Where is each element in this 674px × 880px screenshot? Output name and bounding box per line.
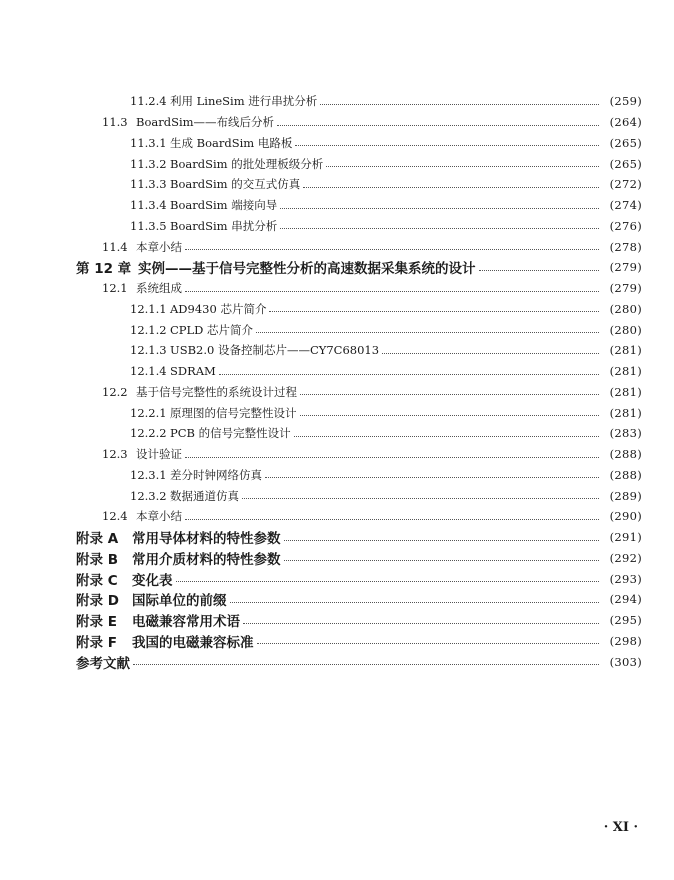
toc-entry-title: 基于信号完整性的系统设计过程 <box>136 384 297 399</box>
page-number: · XI · <box>603 820 638 835</box>
toc-entry-number: 附录 A <box>76 531 119 548</box>
dot-leader <box>303 187 599 188</box>
toc-entry-page: (289) <box>609 488 642 503</box>
toc-entry-title: 生成 BoardSim 电路板 <box>170 135 293 150</box>
toc-entry-label <box>130 156 323 172</box>
toc-entry-label <box>102 280 182 296</box>
toc-entry-page: (298) <box>609 633 642 648</box>
toc-entry <box>0 548 674 569</box>
toc-entry-number: 11.3 <box>102 115 128 130</box>
toc-entry-page: (295) <box>609 613 642 628</box>
toc-entry <box>0 195 674 216</box>
toc-entry-title: BoardSim 串扰分析 <box>170 218 278 233</box>
toc-entry-number: 12.2.1 <box>130 405 167 420</box>
toc-entry <box>0 631 674 652</box>
toc-entry-label <box>76 631 254 651</box>
table-of-contents <box>0 91 674 672</box>
toc-entry-page: (279) <box>609 281 642 296</box>
dot-leader <box>185 457 599 458</box>
toc-entry-title: 利用 LineSim 进行串扰分析 <box>170 94 318 109</box>
toc-entry-number: 11.4 <box>102 239 128 254</box>
toc-entry <box>0 153 674 174</box>
toc-entry <box>0 299 674 320</box>
toc-entry-title: CPLD 芯片简介 <box>170 322 254 337</box>
toc-entry-title: 电磁兼容常用术语 <box>132 614 240 631</box>
toc-entry-label <box>130 364 216 378</box>
dot-leader <box>242 498 599 499</box>
toc-entry <box>0 91 674 112</box>
toc-entry-page: (290) <box>609 509 642 524</box>
toc-entry-label <box>102 508 182 524</box>
toc-entry-page: (281) <box>609 384 642 399</box>
toc-entry-title: BoardSim 的批处理板级分析 <box>170 156 324 171</box>
toc-entry-label <box>76 569 173 589</box>
toc-entry-page: (276) <box>609 218 642 233</box>
dot-leader <box>320 104 599 105</box>
dot-leader <box>219 374 599 375</box>
toc-entry-number: 12.1 <box>102 281 128 296</box>
toc-entry-page: (294) <box>609 592 642 607</box>
toc-entry-number: 11.3.3 <box>130 177 167 192</box>
toc-entry-number: 12.3.2 <box>130 488 167 503</box>
toc-entry <box>0 319 674 340</box>
dot-leader <box>479 270 600 271</box>
dot-leader <box>277 125 599 126</box>
toc-entry-title: USB2.0 设备控制芯片——CY7C68013 <box>170 343 380 358</box>
toc-entry-number: 12.2 <box>102 384 128 399</box>
toc-entry-label <box>102 114 274 130</box>
toc-entry-number: 附录 D <box>76 593 119 610</box>
toc-entry-title: 常用介质材料的特性参数 <box>132 551 281 568</box>
toc-entry-title: 本章小结 <box>136 509 182 524</box>
toc-entry-page: (291) <box>609 530 642 545</box>
dot-leader <box>295 145 599 146</box>
toc-entry-page: (283) <box>609 426 642 441</box>
toc-entry-page: (259) <box>609 94 642 109</box>
toc-entry-label <box>102 384 297 400</box>
toc-entry-label <box>130 467 262 483</box>
dot-leader <box>265 477 599 478</box>
toc-entry-label <box>130 176 300 192</box>
toc-entry <box>0 651 674 672</box>
toc-entry <box>0 257 674 278</box>
toc-entry-number: 附录 E <box>76 614 117 631</box>
dot-leader <box>300 415 600 416</box>
toc-entry-number: 12.3 <box>102 447 128 462</box>
toc-entry-number: 12.3.1 <box>130 467 167 482</box>
toc-entry-page: (274) <box>609 198 642 213</box>
toc-entry-page: (264) <box>609 115 642 130</box>
toc-entry-label <box>130 342 379 358</box>
dot-leader <box>133 664 599 665</box>
toc-entry-number: 11.3.1 <box>130 135 167 150</box>
toc-entry-label <box>76 548 281 568</box>
toc-entry-label <box>102 446 182 462</box>
toc-entry-title: 原理图的信号完整性设计 <box>170 405 297 420</box>
toc-entry-label <box>130 425 291 441</box>
toc-entry <box>0 112 674 133</box>
toc-entry-page: (280) <box>609 322 642 337</box>
toc-entry <box>0 485 674 506</box>
toc-entry-number: 第 12 章 <box>76 261 132 278</box>
toc-entry <box>0 382 674 403</box>
toc-entry-title: 本章小结 <box>136 239 182 254</box>
toc-entry-label <box>130 197 277 213</box>
dot-leader <box>280 208 599 209</box>
toc-entry-title: SDRAM <box>170 364 216 379</box>
toc-entry-title: AD9430 芯片简介 <box>170 301 267 316</box>
toc-entry-label <box>130 135 292 151</box>
toc-entry <box>0 361 674 382</box>
toc-entry-title: 国际单位的前缀 <box>132 593 227 610</box>
toc-entry-label <box>130 405 297 421</box>
toc-entry-number: 12.1.4 <box>130 364 167 379</box>
toc-entry-label <box>76 527 281 547</box>
toc-entry <box>0 402 674 423</box>
toc-entry-title: BoardSim——布线后分析 <box>136 115 275 130</box>
toc-entry-label <box>76 652 130 672</box>
toc-entry-page: (265) <box>609 156 642 171</box>
toc-entry-number: 12.1.1 <box>130 301 167 316</box>
dot-leader <box>185 519 599 520</box>
toc-entry-title: 数据通道仿真 <box>170 488 239 503</box>
toc-entry-number: 12.4 <box>102 509 128 524</box>
dot-leader <box>185 249 599 250</box>
toc-entry-page: (303) <box>609 654 642 669</box>
dot-leader <box>326 166 599 167</box>
dot-leader <box>280 228 599 229</box>
toc-entry-title: 设计验证 <box>136 447 182 462</box>
toc-entry-title: 我国的电磁兼容标准 <box>132 634 254 651</box>
toc-entry-page: (281) <box>609 343 642 358</box>
dot-leader <box>243 623 599 624</box>
toc-entry-label <box>130 301 266 317</box>
dot-leader <box>269 311 599 312</box>
toc-entry-page: (293) <box>609 571 642 586</box>
toc-entry-label <box>76 257 476 277</box>
toc-entry-number: 11.3.2 <box>130 156 167 171</box>
toc-entry <box>0 589 674 610</box>
toc-entry <box>0 340 674 361</box>
toc-entry-page: (281) <box>609 405 642 420</box>
toc-entry-title: 变化表 <box>132 572 173 589</box>
dot-leader <box>230 602 600 603</box>
dot-leader <box>284 560 600 561</box>
toc-entry <box>0 278 674 299</box>
dot-leader <box>382 353 599 354</box>
toc-entry-page: (272) <box>609 177 642 192</box>
toc-entry-page: (288) <box>609 447 642 462</box>
toc-entry-title: 实例——基于信号完整性分析的高速数据采集系统的设计 <box>138 261 476 278</box>
toc-entry-number: 附录 F <box>76 634 117 651</box>
dot-leader <box>176 581 600 582</box>
toc-entry-label <box>76 610 240 630</box>
toc-entry-page: (288) <box>609 467 642 482</box>
toc-entry <box>0 465 674 486</box>
toc-entry <box>0 506 674 527</box>
toc-entry-title: 参考文献 <box>76 655 130 672</box>
toc-entry-number: 12.2.2 <box>130 426 167 441</box>
toc-entry-label <box>130 322 253 338</box>
toc-entry <box>0 174 674 195</box>
toc-entry <box>0 568 674 589</box>
toc-entry-number: 11.3.4 <box>130 198 167 213</box>
dot-leader <box>294 436 599 437</box>
toc-entry-page: (279) <box>609 260 642 275</box>
toc-entry <box>0 236 674 257</box>
toc-entry-number: 11.3.5 <box>130 218 167 233</box>
dot-leader <box>300 394 599 395</box>
toc-entry-label <box>102 239 182 255</box>
toc-entry-number: 11.2.4 <box>130 94 167 109</box>
toc-entry <box>0 133 674 154</box>
toc-entry-number: 附录 B <box>76 551 118 568</box>
toc-entry-title: BoardSim 的交互式仿真 <box>170 177 301 192</box>
toc-entry-number: 12.1.3 <box>130 343 167 358</box>
toc-entry-label <box>76 589 227 609</box>
toc-entry-label <box>130 218 277 234</box>
toc-entry-title: 差分时钟网络仿真 <box>170 467 262 482</box>
toc-entry-number: 12.1.2 <box>130 322 167 337</box>
toc-entry-title: PCB 的信号完整性设计 <box>170 426 291 441</box>
dot-leader <box>257 643 600 644</box>
toc-entry-page: (292) <box>609 550 642 565</box>
toc-entry <box>0 610 674 631</box>
toc-entry-label <box>130 488 239 504</box>
toc-entry-page: (281) <box>609 364 642 379</box>
toc-entry <box>0 527 674 548</box>
toc-entry <box>0 216 674 237</box>
dot-leader <box>185 291 599 292</box>
toc-entry-page: (278) <box>609 239 642 254</box>
dot-leader <box>284 540 600 541</box>
toc-entry-number: 附录 C <box>76 572 118 589</box>
toc-entry-page: (265) <box>609 135 642 150</box>
dot-leader <box>256 332 599 333</box>
toc-entry <box>0 423 674 444</box>
toc-entry-title: 系统组成 <box>136 281 182 296</box>
toc-entry-label <box>130 93 317 109</box>
toc-entry-title: BoardSim 端接向导 <box>170 198 278 213</box>
toc-entry-page: (280) <box>609 301 642 316</box>
toc-entry-title: 常用导体材料的特性参数 <box>132 531 281 548</box>
toc-entry <box>0 444 674 465</box>
